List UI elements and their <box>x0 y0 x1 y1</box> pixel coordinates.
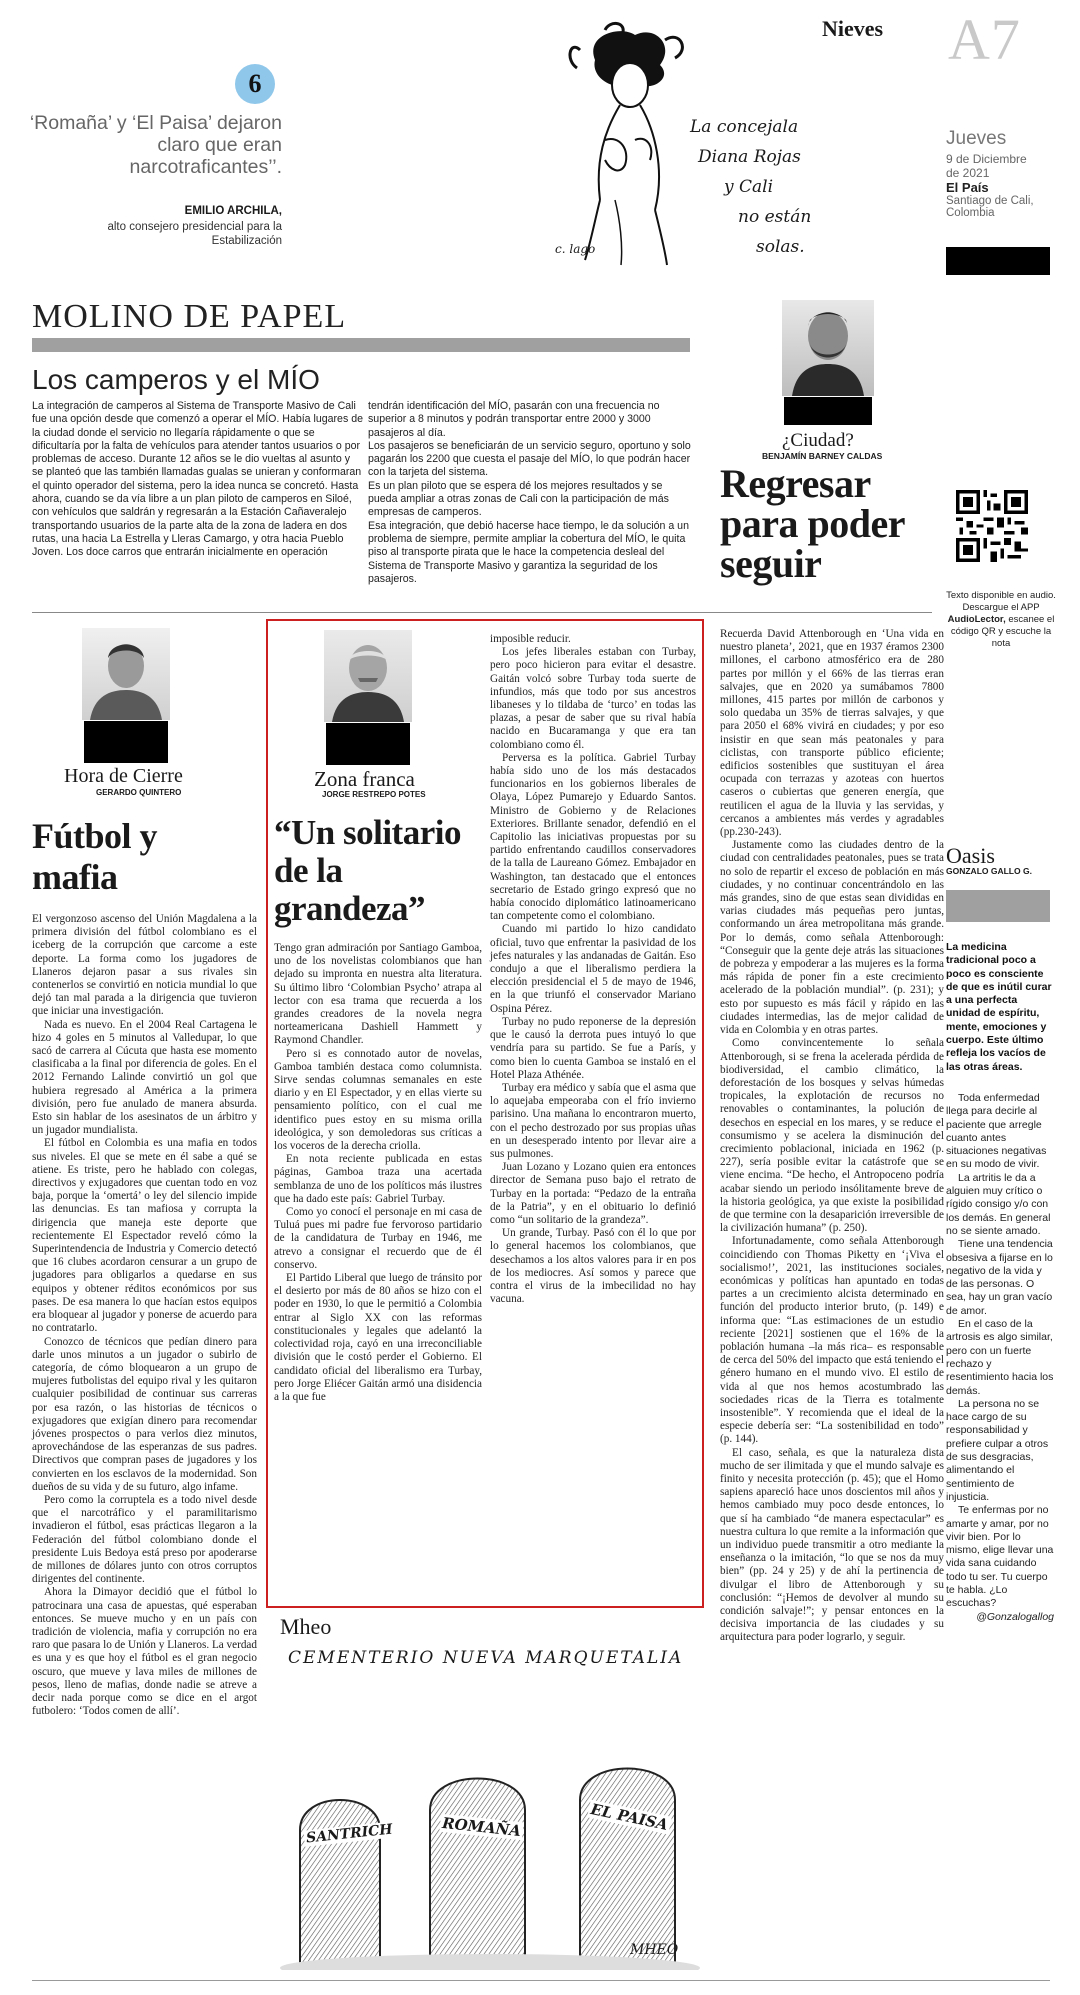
zona-para-2: Pero si es connotado autor de novelas, Gamboa también destaca como columnista. Sirve sendas columnas semanales en este diario y en El Espectador, y en ellas vierte su pensamiento político, con el cual me identifico pues estoy en su misma orilla ideológica, y son demoledoras sus críticas a los voceros de la derecha criolla. <box>274 1047 482 1153</box>
dateline-day: Jueves <box>946 128 1007 149</box>
cartoon-line-4: no están <box>738 207 812 227</box>
hora-para-4: Conozco de técnicos que pedían dinero para darle unos minutos a un jugador o subirlo de categoría, de cómo bloquearon a un grupo de mujeres futbolistas del equipo rival y les quitaron cualquier posibilidad de continuar sus carreras por esa razón, o las historias de técnicos o exjugadores que exigían dinero para recomendar jóvenes prospectos o para verlos diez minutos, aprovechándose de las esperanzas de sus padres. Directivos que compran pases de jugadores y los convierten en los esclavos de la modernidad. Son dueños de su vida y de su futuro, algo infame. <box>32 1335 257 1493</box>
zona-headline: “Un solitario de la grandeza” <box>274 813 461 928</box>
ciudad-para-5: El caso, señala, es que la naturaleza dista mucho de ser ilimitada y que el mundo salvaje es finito y necesita protección (p. 45); que el Homo sapiens apareció hace unos doscientos mil años y hemos cambiado muy poco desde entonces, lo que sí ha cambiado “de manera espectacular” es nuestra cultura lo que remite a la información que un individuo puede transmitir a otro mediante la enseñanza o la imitación, “lo que se nos da muy bien” (pp. 24 y 25) y de ahí la pertinencia de divulgar el libro de Attenborough y su conclusión: “¡Hemos de devolver al mundo su condición salvaje!”; y pensar entonces en la decisiva importancia de las ciudades y su arquitectura para poder lograrlo, y seguir. <box>720 1446 944 1644</box>
hora-para-1: El vergonzoso ascenso del Unión Magdalena a la primera división del fútbol colombiano es el iceberg de la corrupción que carcome a este deporte. La forma como los jugadores de Llaneros dejaron pasar a sus rivales sin contenerlos se convirtió en noticia mundial lo que dejó tan mal parada a la dirigencia que tuvieron que iniciar una investigación. <box>32 913 257 1018</box>
qr-caption-prefix: Texto disponible en audio. Descargue el APP <box>946 590 1056 613</box>
hora-kicker: Hora de Cierre <box>64 765 183 787</box>
mheo-title: CEMENTERIO NUEVA MARQUETALIA <box>288 1648 684 1668</box>
cartoon-caption <box>690 112 860 262</box>
redaction-bar <box>946 247 1050 275</box>
qr-caption-app: AudioLector, <box>947 614 1006 625</box>
quote-text: ‘Romaña’ y ‘El Paisa’ dejaron claro que eran narcotraficantes’’. <box>29 112 282 178</box>
oasis-para-3: Tiene una tendencia obsesiva a fijarse en lo negativo de la vida y de las personas. O sea, hay un gran vacío de amor. <box>946 1238 1053 1317</box>
hora-body <box>32 913 257 1718</box>
qr-code[interactable] <box>956 490 1028 562</box>
ciudad-photo-caption-bar <box>784 397 872 425</box>
oasis-rule <box>946 890 1050 922</box>
zona-author-photo <box>324 630 412 722</box>
ciudad-kicker: ¿Ciudad? <box>782 430 854 451</box>
page-number: A7 <box>948 7 1021 72</box>
dateline-paper: El País <box>946 180 989 195</box>
dateline-city-1: Santiago de Cali, <box>946 195 1034 207</box>
hora-headline: Fútbol y mafia <box>32 816 158 897</box>
ciudad-para-4: Infortunadamente, como señala Attenborough coincidiendo con Thomas Piketty en ‘¡Viva el socialismo!’, 2021, las instituciones sociales, económicas y políticas han apuntado en todas partes a un crecimiento alcista determinado en función del producto interior bruto, (p. 149) e informa que: “Las estimaciones de un estudio reciente [2021] sostienen que el 16% de la población humana –la más rica– es responsable de cerca del 50% del impacto que está teniendo el género humano en el mundo vivo. El estilo de vida al que nos hemos acostumbrado las sociedades ricas de la Tierra es totalmente insostenible”. Y recomienda que el ideal de la especie debería ser: “La sostenibilidad en todo” (p. 144). <box>720 1235 944 1446</box>
portrait-icon <box>82 628 170 720</box>
dateline-city-2: Colombia <box>946 207 995 219</box>
mheo-signature: MHEO <box>630 1942 679 1958</box>
zona-para-12: Juan Lozano y Lozano quien era entonces director de Semana puso bajo el retrato de Turbay en la portada: “Pedazo de la entraña de la Patria”, y en el obituario lo definió como “un solitario de la grandeza”. <box>490 1161 696 1226</box>
oasis-para-1: Toda enfermedad llega para decirle al paciente que arregle cuanto antes situaciones negativas en su modo de vivir. <box>946 1092 1047 1171</box>
oasis-author: GONZALO GALLO G. <box>946 866 1032 876</box>
zona-body-col-2 <box>490 633 696 1306</box>
zona-para-4: Como yo conocí el personaje en mi casa de Tuluá pues mi padre fue fervoroso partidario de la candidatura de Turbay en 1946, me atrevo a consignar el recuerdo que de él conservo. <box>274 1206 482 1271</box>
zona-para-1: Tengo gran admiración por Santiago Gamboa, uno de los novelistas colombianos que han dejado su impronta en nuestra alta literatura. Su último libro ‘Colombian Psycho’ atrapa al lector con esa trama que recuerda a los grandes creadores de la novela negra norteamericana Dashiell Hammett y Raymond Chandler. <box>274 942 482 1047</box>
molino-col-2 <box>368 400 693 586</box>
portrait-icon <box>782 300 874 396</box>
ciudad-para-2: Justamente como las ciudades dentro de la ciudad con centralidades peatonales, pues se trata no solo de repartir el exceso de población en más ciudades, y no continuar concentrándolo en las más grandes, sino de que estas sean divididas en varias ciudades más pequeñas pero juntas, conformando un área metropolitana más grande. Por lo demás, como señala Attenborough: “Conseguir que la gente deje atrás las situaciones de pobreza y empoderar a las mujeres es la forma más rápida de poner fin a este crecimiento acelerado de la población mundial”. (p. 231); y esto por supuesto es más fácil y rápido en las ciudades intermedias, las de mejor calidad de vida en Colombia y en otras partes. <box>720 839 944 1037</box>
oasis-para-4: En el caso de la artrosis es algo similar, pero con un fuerte rechazo y resentimiento hacia los demás. <box>946 1318 1054 1397</box>
molino-para-3: Es un plan piloto que se espera dé los mejores resultados y se pueda ampliar a otras zonas de Cali con la participación de más empresas de camperos. <box>368 479 669 519</box>
hora-author-photo <box>82 628 170 720</box>
zona-para-11: Turbay era médico y sabía que el asma que lo aquejaba empeoraba con el frío invierno parisino. Una mañana lo encontraron muerto, con el pecho destrozado por sus propias uñas en un desesperado intento por llevar aire a sus pulmones. <box>490 1081 696 1160</box>
tomb-label-3: EL PAISA <box>588 1800 670 1834</box>
ciudad-author: BENJAMÍN BARNEY CALDAS <box>762 451 883 461</box>
molino-headline: Los camperos y el MÍO <box>32 364 320 395</box>
portrait-icon <box>324 630 412 722</box>
molino-para-4: Esa integración, que debió hacerse hace tiempo, le da solución a un problema de siempre, permite ampliar la cobertura del MÍO, le quita piso al transporte pirata que le hace la competencia desleal del Sistema de Transporte Masivo y garantiza la seguridad de los pasajeros. <box>368 519 689 585</box>
dateline-date-2: de 2021 <box>946 166 990 180</box>
top-cartoon <box>525 20 855 270</box>
hora-photo-caption-bar <box>84 721 168 763</box>
zona-para-8: Perversa es la política. Gabriel Turbay había sido uno de los más destacados funcionarios en los gobiernos liberales de Olaya, López Pumarejo y Eduardo Santos. Ministro de Gobierno y de Relaciones Exteriores. Brillante senador, defendió en el Capitolio las iniciativas propuestas por su partido enfrentando caudillos conservadores de la talla de Laureano Gómez. Embajador en Washington, tan destacado que el entonces secretario de Estado gringo expresó que no había conocido diplomático latinoamericano tan competente como el colombiano. <box>490 751 696 923</box>
zona-body-col-1 <box>274 942 482 1404</box>
hora-para-5: Pero como la corruptela es a todo nivel desde que el narcotráfico y el paramilitarismo invadieron el fútbol, esas prácticas llegaron a la Federación del fútbol colombiano donde el presidente Luis Bedoya está preso por apoderarse de millones de dólares junto con otros corruptos dirigentes del continente. <box>32 1493 257 1586</box>
quote-author: EMILIO ARCHILA, <box>184 205 282 217</box>
molino-title: MOLINO DE PAPEL <box>32 298 347 335</box>
page-bottom-rule <box>32 1980 1050 1981</box>
molino-bottom-rule <box>32 612 932 613</box>
cartoon-signature: c. lago <box>555 242 596 256</box>
oasis-lead: La medicina tradicional poco a poco es consciente de que es inútil curar a una perfecta unidad de espíritu, mente, emociones y cuerpo. Este último refleja los vacíos de las otras áreas. <box>946 941 1052 1073</box>
mheo-cartoon <box>280 1680 700 1970</box>
tomb-label-2: ROMAÑA <box>441 1813 522 1841</box>
dateline-date-1: 9 de Diciembre <box>946 152 1027 166</box>
zona-para-6: imposible reducir. <box>490 633 571 645</box>
cartoon-line-2: Diana Rojas <box>698 147 801 167</box>
oasis-body <box>946 1092 1054 1624</box>
tomb-label-1: SANTRICH <box>305 1821 394 1847</box>
zona-author: JORGE RESTREPO POTES <box>322 790 426 799</box>
molino-para-1: tendrán identificación del MÍO, pasarán con una frecuencia no superior a 8 minutos y podrán transportar entre 2000 y 3000 pasajeros al día. <box>368 400 660 439</box>
hora-para-3: El fútbol en Colombia es una mafia en todos sus niveles. El que se mete en él sabe a qué se atiene. Es triste, pero he hablado con colegas, directivos y exjugadores que cuentan todo en voz baja, porque la ‘omertá’ o ley del silencio impide las denuncias. Es tan mafiosa y corrupta la dirigencia que maneja este deporte que recientemente El Espectador reveló cómo la Superintendencia de Industria y Comercio detectó que 16 clubes acordaron censurar a un grupo de jugadores para obligarlos a quedarse en sus equipos y obtener réditos económicos por sus pases. De esa manera lo que hacían estos equipos era bloquear al jugador y ponerse de acuerdo para no contratarlo. <box>32 1137 257 1335</box>
dateline <box>946 128 1076 219</box>
zona-kicker: Zona franca <box>314 767 415 791</box>
zona-para-10: Turbay no pudo reponerse de la depresión que le causó la derrota pues intuyó lo que vendría para su partido. Se fue a París, y como bien lo cuenta Gamboa se instaló en el Hotel Plaza Athénée. <box>490 1015 696 1081</box>
cartoon-line-1: La concejala <box>690 117 799 137</box>
hora-author: GERARDO QUINTERO <box>96 788 182 797</box>
ciudad-author-photo <box>782 300 874 396</box>
oasis-handle: @Gonzalogallog <box>976 1610 1054 1623</box>
zona-para-5: El Partido Liberal que luego de tránsito por el desierto por más de 80 años se hizo con el poder en 1930, lo que le permitió a Colombia entrar al Siglo XX con las reformas constitucionales y legales que adelantó la colectividad roja, cayó en una irreconciliable división que le costó perder el Gobierno. El candidato oficial del liberalismo era Turbay, pero Jorge Eliécer Gaitán armó una disidencia a la que fue <box>274 1272 482 1403</box>
hora-para-6: Ahora la Dimayor decidió que el fútbol lo patrocinara una casa de apuestas, qué esperaban entonces. Se mueve mucho y en un país con tradición de violencia, mafia y corrupción no era raro que pasara lo de Unión y Llaneros. La verdad es una y es que hoy el fútbol es el gran negocio oscuro, que mueve y lava miles de millones de pesos, lleno de mafias, donde nadie se atreve a decir nada porque como se dice en el argot futbolero: ‘Todos comen de allí’. <box>32 1586 257 1718</box>
ciudad-para-1: Recuerda David Attenborough en ‘Una vida en nuestro planeta’, 2021, que en 1937 éramos 2300 millones, el carbono atmosférico era de 280 partes por millón y el 66% de las tierras eran salvajes, que en 2020 ya sumábamos 7800 millones, 415 partes por millón de carbonos y solo quedaba un 35% de tierras salvajes, y que para 2050 el 68% vivirá en ciudades; y por eso insistir en que sean más peatonales y para ciclistas, con transporte público eficiente; edificios sostenibles que sustituyan el área ocupada con terrazas y azoteas con huertos caseros o cubiertas que generen energía, que reutilicen el agua de la lluvia y las servidas, y cercanos a ambientes más verdes y agradables (pp.230-243). <box>720 628 944 839</box>
qr-code-icon <box>956 490 1028 562</box>
molino-rule <box>32 338 690 352</box>
oasis-para-6: Te enfermas por no amarte y amar, por no vivir bien. Por lo mismo, elige llevar una vida sana cuidando todo tu ser. Tu cuerpo te habla. ¿Lo escuchas? <box>946 1504 1054 1610</box>
hora-para-2: Nada es nuevo. En el 2004 Real Cartagena le hizo 4 goles en 5 minutos al Valledupar, lo que sacó de carrera al Cúcuta que hasta ese momento clasificaba a la final por diferencia de goles. En el 2012 Fernando Lalinde convirtió un gol que hubiera regresado al América a la primera división, pero fue anulado de manera absurda. Esto sin hablar de los asesinatos de un árbitro y un jugador mundialista. <box>32 1018 257 1137</box>
molino-para-2: Los pasajeros se beneficiarán de un servicio seguro, oportuno y solo pagarán los 2200 que cuesta el pasaje del MÍO, lo que podrán hacer con la tarjeta del sistema. <box>368 439 691 479</box>
quote-role: alto consejero presidencial para la Estabilización <box>107 221 282 247</box>
zona-para-13: Un grande, Turbay. Pasó con él lo que por lo general hacemos los colombianos, que desechamos a los altos valores para ir en pos de los mediocres. Así somos y parece que contra el virus de la imbecilidad no hay vacuna. <box>490 1227 696 1306</box>
molino-col-1: La integración de camperos al Sistema de Transporte Masivo de Cali fue una opción desde que comenzó a operar el MÍO. Había lugares de la ciudad donde el servicio no llegaría rápidamente o que se dificultaría por la falta de vehículos para atender tantos usuarios o por problemas de acceso. Durante 12 años se le dio vueltas al asunto y se planteó que las también llamadas gualas se unieran y conformaran el quinto operador del sistema, pero la idea nunca se concretó. Hasta ahora, cuando se da vía libre a un plan piloto de camperos en Siloé, con vehículos que saldrán y regresarán a la Estación Cañaveralejo transportando usuarios de la parte alta de la zona de ladera en dos rutas, una hacia La Estrella y Lleras Camargo, y otra hacia Pueblo Joven. Los doce carros que entrarán inicialmente en operación <box>32 400 363 559</box>
zona-photo-caption-bar <box>326 723 410 765</box>
ciudad-para-3: Como convincentemente lo señala Attenborough, si se frena la acelerada pérdida de biodiversidad, el cambio climático, la deforestación de los bosques y selvas húmedas tropicales, la explotación de recursos no renovables o contaminantes, la polución de desechos en especial en los mares, y se reduce el consumismo y se acelera la disminución del crecimiento poblacional, iniciada en 1962 (p. 227), sería posible evitar la catástrofe que se viene encima. “De hecho, el Antropoceno podría acabar siendo un periodo insólitamente breve de la historia geológica, ya que existe la posibilidad de que termine con la desaparición irreversible de la civilización humana” (p. 250). <box>720 1037 944 1235</box>
quote-badge <box>235 64 275 104</box>
qr-caption-suffix: escanee el código QR y escuche la nota <box>950 614 1055 649</box>
section-name: Nieves <box>822 16 884 41</box>
oasis-title: Oasis <box>946 843 995 868</box>
ciudad-headline: Regresar para poder seguir <box>720 461 905 586</box>
oasis-para-2: La artritis le da a alguien muy crítico o rígido consigo y/o con los demás. En general no se siente amado. <box>946 1171 1051 1237</box>
zona-para-3: En nota reciente publicada en estas páginas, Gamboa traza una acertada semblanza de uno de los políticos más ilustres que ha dado este país: Gabriel Turbay. <box>274 1153 482 1205</box>
quote-mark-icon: 6 <box>248 69 262 98</box>
zona-para-7: Los jefes liberales estaban con Turbay, pero poco hicieron para evitar el desastre. Gaitán volcó sobre Turbay toda suerte de infundios, más que todo por sus ancestros libaneses y lo tildaba de ‘turco’ en todas las plazas, a pesar de saber que su rival había nacido en Bucaramanga y que era tan colombiano como él. <box>490 646 696 751</box>
cartoon-line-3: y Cali <box>724 177 774 197</box>
qr-caption <box>946 590 1056 650</box>
zona-para-9: Cuando mi partido lo hizo candidato oficial, tuvo que enfrentar la pasividad de los jefes naturales y las andanadas de Gaitán. Eso condujo a que el liberalismo perdiera la elección presidencial el 5 de mayo de 1946, en la que triunfó el conservador Mariano Ospina Pérez. <box>490 923 696 1015</box>
oasis-para-5: La persona no se hace cargo de su responsabilidad y prefiere culpar a otros de sus desgracias, alimentando el sentimiento de injusticia. <box>946 1397 1049 1503</box>
ciudad-body <box>720 628 944 1645</box>
cartoon-line-5: solas. <box>756 237 805 257</box>
mheo-section: Mheo <box>280 1614 332 1639</box>
